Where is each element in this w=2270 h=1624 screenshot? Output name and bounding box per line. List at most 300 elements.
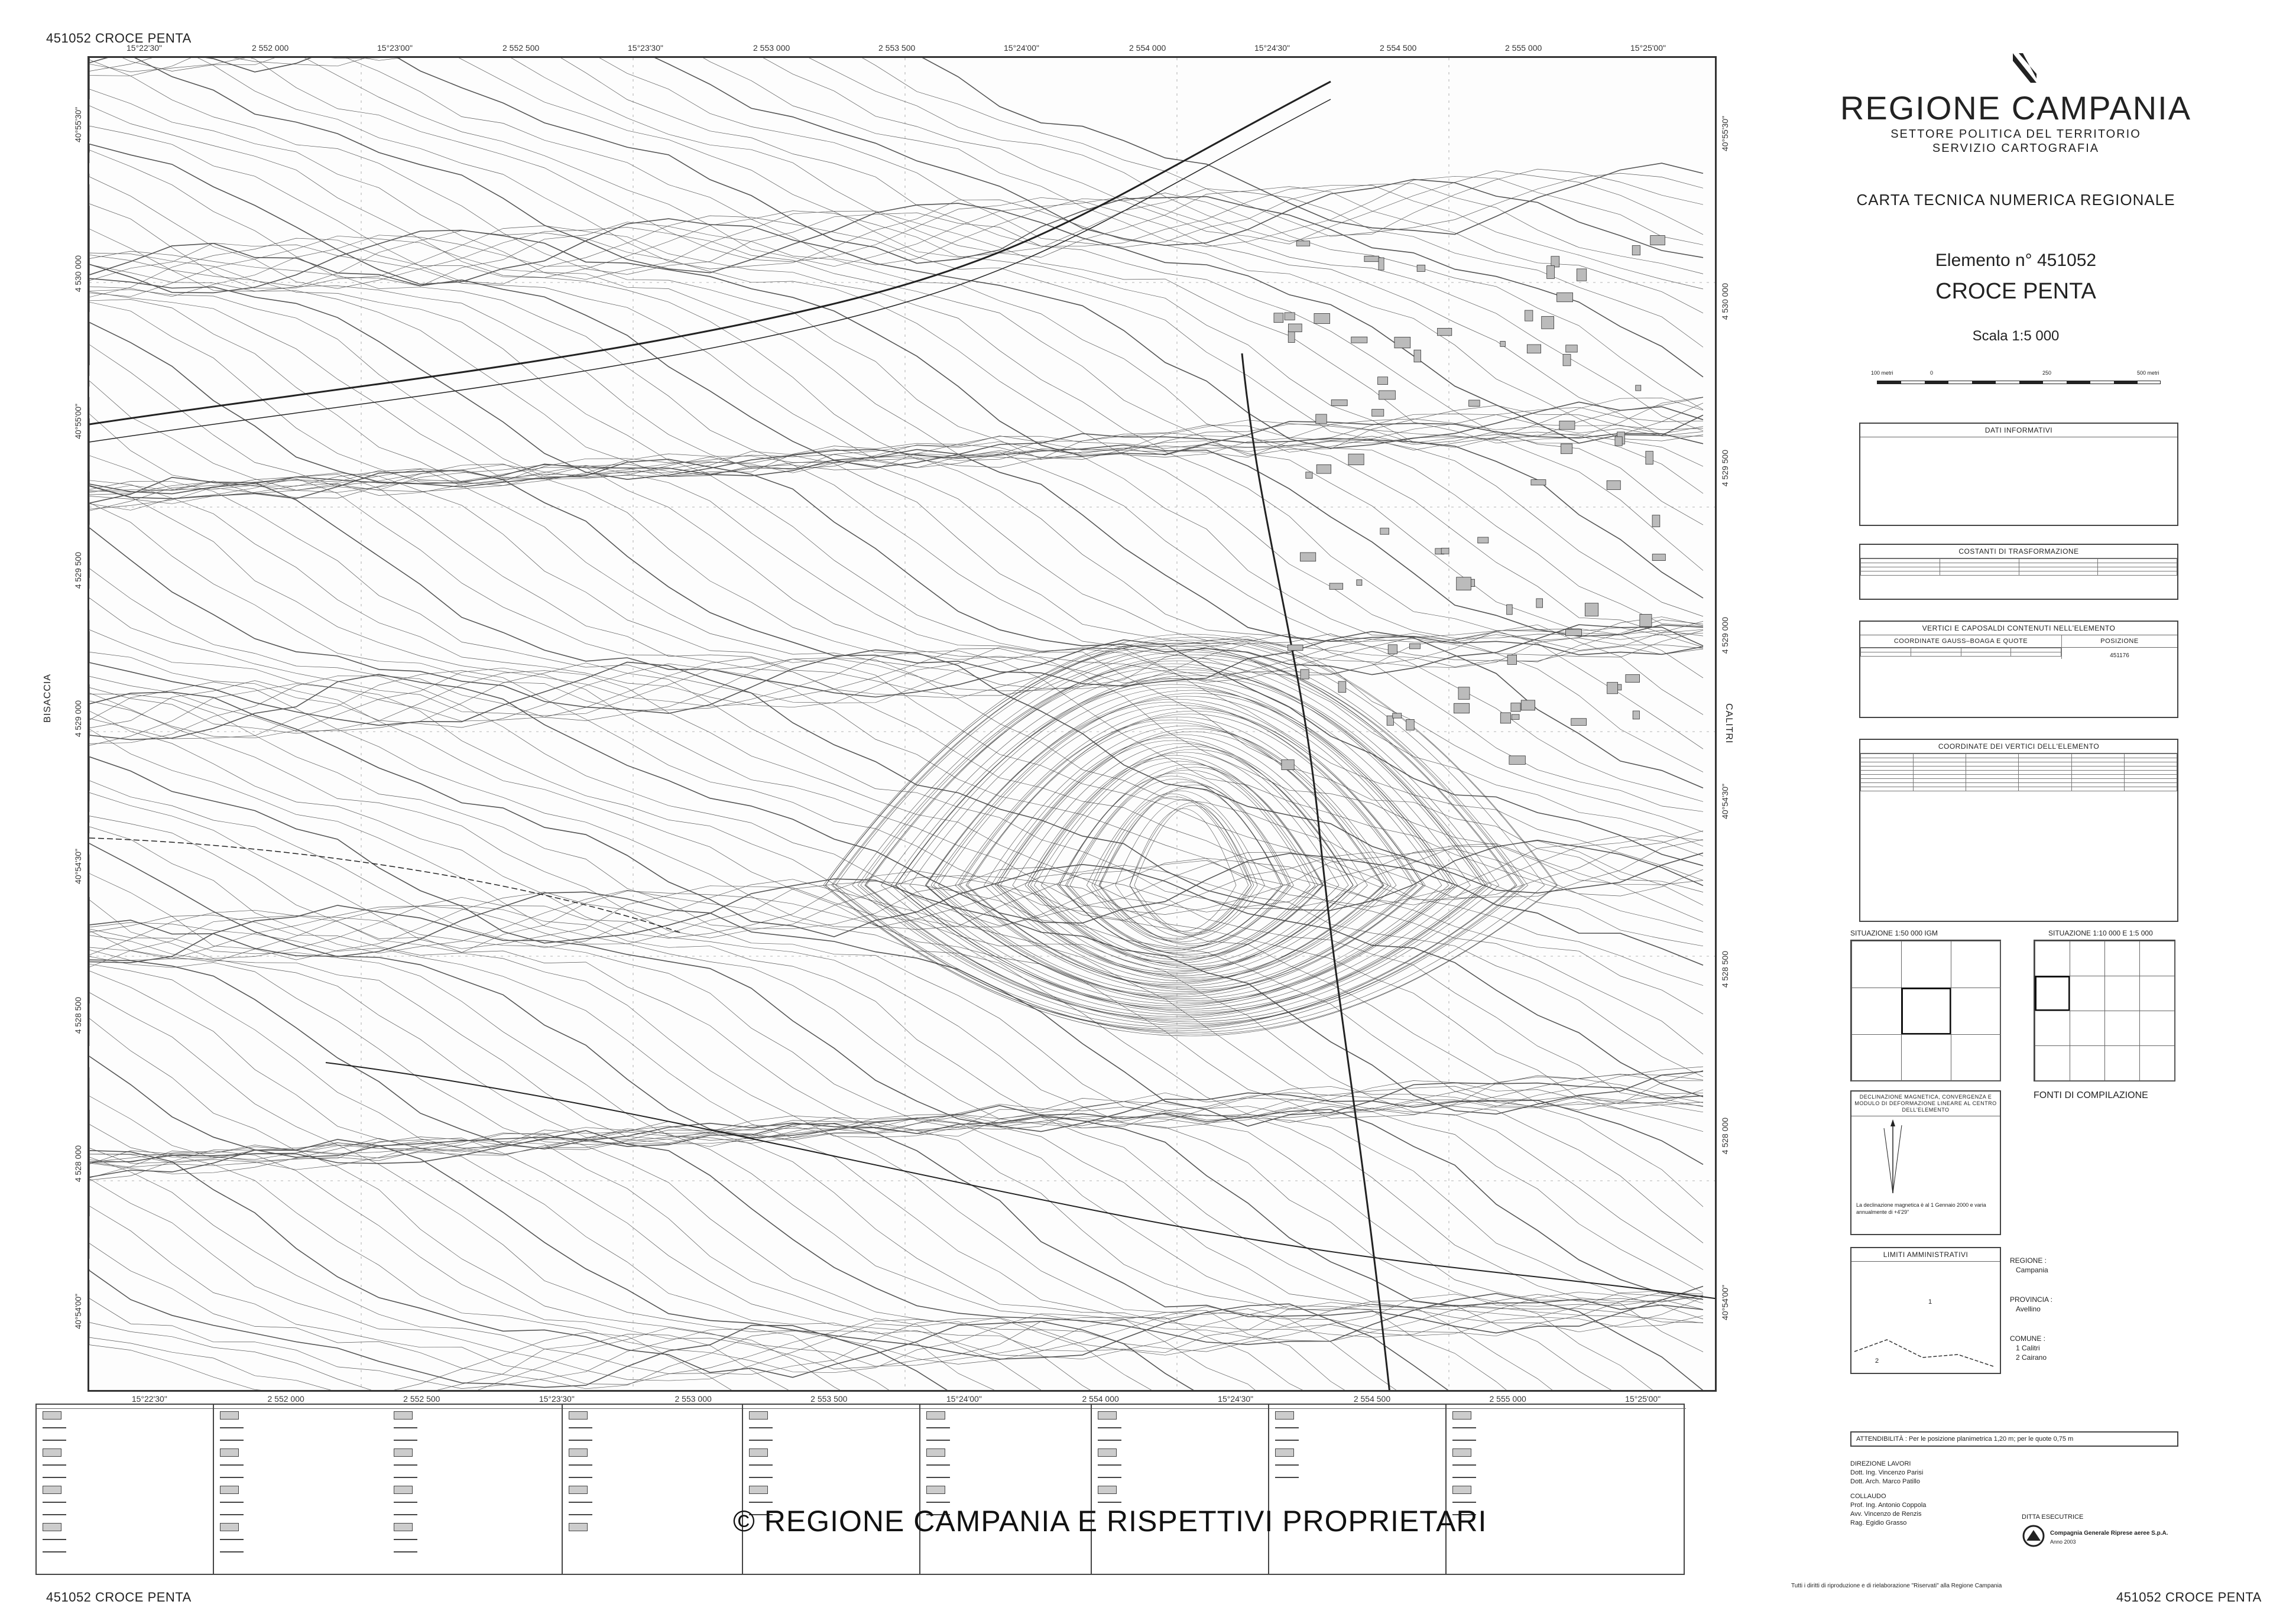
- coordinate-cell: [2019, 775, 2071, 779]
- contour-line: [89, 300, 1703, 648]
- vertici-subtitle: COORDINATE GAUSS–BOAGA E QUOTE: [1860, 635, 2061, 648]
- coordinate-cell: [2019, 783, 2071, 787]
- legend-symbol: [1098, 1477, 1121, 1478]
- coordinate-header-cell: [2019, 754, 2071, 758]
- coordinate-header-cell: [1914, 754, 1966, 758]
- legend-item: [563, 1483, 742, 1496]
- coordinate-cell: [2019, 762, 2071, 766]
- map-building: [1507, 655, 1516, 664]
- legend-symbol: [749, 1502, 773, 1503]
- legend-section-title: [1447, 1405, 1686, 1409]
- contour-line: [89, 58, 1703, 235]
- costanti-cell: [1861, 567, 1940, 571]
- legend-item: [37, 1533, 213, 1545]
- legend-symbol: [1098, 1464, 1121, 1466]
- legend-item: [214, 1508, 388, 1521]
- map-building: [1306, 472, 1312, 479]
- map-coordinate-label: 2 554 000: [1129, 43, 1166, 53]
- dati-row: [1860, 454, 2177, 456]
- legend-item: [388, 1483, 562, 1496]
- map-coordinate-label: 15°23'30": [628, 43, 663, 53]
- legend-symbol: [1098, 1486, 1117, 1494]
- contour-line: [89, 1179, 1703, 1392]
- costanti-table: [1860, 558, 2177, 576]
- coordinate-cell: [1861, 775, 1914, 779]
- vertici-header-cell: [1911, 648, 1961, 652]
- map-building: [1585, 603, 1598, 616]
- situazione50-cell: [1951, 1034, 2001, 1081]
- contour-line: [89, 238, 1703, 525]
- topographic-map[interactable]: [87, 56, 1717, 1392]
- legend-section-title: [1269, 1405, 1445, 1409]
- legend-symbol: [43, 1502, 66, 1503]
- contour-line: [89, 429, 1703, 678]
- costanti-title: COSTANTI DI TRASFORMAZIONE: [1860, 545, 2177, 558]
- legend-item: [920, 1421, 1091, 1434]
- map-building: [1288, 645, 1303, 650]
- legend-item: [1092, 1409, 1268, 1421]
- legend-section-title: [920, 1405, 1091, 1409]
- map-coordinate-label: 4 528 000: [73, 1145, 83, 1183]
- legend-item: [388, 1545, 562, 1558]
- map-building: [1338, 681, 1346, 692]
- contour-line: [89, 1138, 1703, 1392]
- map-building: [1331, 399, 1347, 405]
- legend-item: [920, 1483, 1091, 1496]
- contour-line: [89, 684, 1703, 1014]
- legend-item: [1447, 1446, 1686, 1459]
- contour-line: [89, 1099, 1703, 1352]
- scale-label: Scala 1:5 000: [1972, 328, 2060, 344]
- vertici-title: VERTICI E CAPOSALDI CONTENUTI NELL'ELEMENTO: [1860, 622, 2177, 635]
- map-coordinate-label: 15°22'30": [131, 1394, 167, 1404]
- map-building: [1314, 313, 1330, 323]
- map-building: [1417, 265, 1425, 271]
- situazione10-cell: [2035, 1011, 2070, 1046]
- legend-symbol: [394, 1477, 417, 1478]
- legend-item: [920, 1446, 1091, 1459]
- legend-symbol: [43, 1448, 61, 1457]
- sheet-corner-label-top: 451052 CROCE PENTA: [46, 31, 192, 46]
- legend-symbol: [43, 1411, 61, 1420]
- legend-item: [37, 1471, 213, 1483]
- map-coordinate-label: 40°54'00": [1720, 1284, 1730, 1320]
- legend-item: [563, 1409, 742, 1421]
- costanti-header-cell: [1861, 559, 1940, 563]
- map-building: [1565, 629, 1581, 636]
- contour-line: [89, 1301, 1703, 1392]
- coordinate-cell: [2019, 787, 2071, 791]
- situazione10-cell: [2104, 941, 2140, 976]
- legend-item: [388, 1434, 562, 1446]
- map-coordinate-label: 2 553 500: [878, 43, 916, 53]
- contour-line: [89, 144, 1703, 449]
- situazione50-cell: [1851, 988, 1902, 1035]
- regione-label: REGIONE :: [2010, 1256, 2047, 1265]
- coordinate-cell: [2124, 783, 2177, 787]
- contour-line: [89, 827, 1703, 1123]
- legend-item: [1092, 1471, 1268, 1483]
- legend-symbol: [926, 1502, 950, 1503]
- map-building: [1640, 614, 1652, 626]
- map-building: [1274, 313, 1283, 323]
- coordinate-title: COORDINATE DEI VERTICI DELL'ELEMENTO: [1860, 740, 2177, 753]
- map-building: [1372, 410, 1384, 417]
- region-title: REGIONE CAMPANIA: [1840, 89, 2192, 126]
- contour-line: [89, 569, 1703, 898]
- situazione50-grid: [1850, 940, 2001, 1081]
- coordinate-cell: [2124, 775, 2177, 779]
- map-building: [1348, 454, 1364, 465]
- map-building: [1414, 350, 1421, 362]
- coordinate-cell: [2124, 771, 2177, 775]
- legend-symbol: [749, 1440, 773, 1441]
- map-coordinate-label: 2 552 500: [403, 1394, 440, 1404]
- legend-item: [388, 1508, 562, 1521]
- map-coordinate-label: 2 554 500: [1380, 43, 1417, 53]
- legend-item: [37, 1409, 213, 1421]
- situazione10-cell: [2139, 1011, 2175, 1046]
- legend-symbol: [394, 1411, 413, 1420]
- map-building: [1626, 674, 1640, 682]
- situazione10-cell: [2139, 1045, 2175, 1081]
- title-block: [1838, 89, 2193, 345]
- copyright-notice: © REGIONE CAMPANIA E RISPETTIVI PROPRIETARI: [733, 1505, 1487, 1538]
- map-building: [1285, 313, 1295, 320]
- comune-value-2: 2 Cairano: [2016, 1353, 2047, 1362]
- map-coordinate-label: 15°24'30": [1254, 43, 1290, 53]
- contour-line: [89, 692, 1703, 1097]
- legend-section: [743, 1405, 920, 1574]
- legend-symbol: [749, 1427, 773, 1428]
- map-coordinate-label: 40°55'30": [73, 106, 83, 142]
- legend-symbol: [1452, 1411, 1471, 1420]
- legend-item: [388, 1421, 562, 1434]
- contour-line: [89, 174, 1703, 456]
- map-building: [1652, 515, 1660, 527]
- legend-item: [563, 1521, 742, 1533]
- credits-left: [1850, 1460, 1926, 1528]
- map-coordinate-label: 4 528 500: [1720, 950, 1730, 988]
- contour-line: [89, 58, 1703, 258]
- map-building: [1557, 293, 1573, 301]
- coordinate-cell: [1861, 779, 1914, 783]
- legend-item: [214, 1446, 388, 1459]
- legend-symbol: [926, 1440, 950, 1441]
- map-building: [1289, 324, 1302, 332]
- legend-item: [388, 1471, 562, 1483]
- ditta-sub: Anno 2003: [2050, 1538, 2076, 1545]
- legend-symbol: [1452, 1427, 1476, 1428]
- legend-symbol: [569, 1427, 592, 1428]
- legend-section-title: [214, 1405, 562, 1409]
- contour-line: [89, 781, 1703, 1115]
- costanti-header-cell: [2098, 559, 2177, 563]
- legend-symbol: [220, 1427, 244, 1428]
- limiti-info: [2010, 1256, 2052, 1362]
- situazione50-cell: [1851, 941, 1902, 988]
- limiti-mark-1: 1: [1928, 1298, 1932, 1305]
- map-coordinate-label: 4 530 000: [73, 255, 83, 292]
- map-coordinate-label: 40°54'00": [73, 1294, 83, 1330]
- contour-line: [832, 640, 1545, 1032]
- contour-line: [89, 694, 1703, 1107]
- legend-section: [214, 1405, 563, 1574]
- legend-item: [214, 1434, 388, 1446]
- contour-line: [89, 915, 1703, 1270]
- coordinate-cell: [2019, 758, 2071, 762]
- situazione50-cell: [1951, 941, 2001, 988]
- legend-symbol: [1452, 1477, 1476, 1478]
- legend-item: [1447, 1483, 1686, 1496]
- coordinate-cell: [1914, 758, 1966, 762]
- map-building: [1559, 421, 1575, 429]
- vertici-cell: [2011, 652, 2061, 657]
- legend-symbol: [926, 1411, 945, 1420]
- map-building: [1329, 583, 1343, 589]
- coordinate-cell: [1966, 758, 2019, 762]
- collaudo-label: COLLAUDO: [1850, 1493, 1886, 1500]
- legend-item: [743, 1471, 919, 1483]
- coordinate-cell: [2071, 775, 2124, 779]
- coordinate-table: [1860, 753, 2177, 791]
- coordinate-cell: [1914, 771, 1966, 775]
- legend-item: [563, 1434, 742, 1446]
- dati-informativi-rows: [1860, 437, 2177, 456]
- map-building: [1409, 644, 1420, 649]
- legend-item: [743, 1446, 919, 1459]
- map-right-edge-name: CALITRI: [1724, 703, 1734, 744]
- costanti-cell: [2019, 567, 2098, 571]
- legend-section: [563, 1405, 743, 1574]
- coordinate-cell: [1914, 787, 1966, 791]
- coordinate-cell: [2124, 762, 2177, 766]
- map-coordinate-label: 15°24'00": [1004, 43, 1039, 53]
- legend-symbol: [220, 1502, 244, 1503]
- map-building: [1525, 310, 1533, 321]
- map-coordinate-label: 2 554 500: [1353, 1394, 1391, 1404]
- scale-tick-label: 250: [2042, 370, 2052, 376]
- legend-symbol: [1275, 1464, 1299, 1466]
- coordinate-cell: [1966, 787, 2019, 791]
- coordinate-cell: [1861, 771, 1914, 775]
- legend-item: [388, 1533, 562, 1545]
- map-building: [1380, 528, 1389, 535]
- costanti-cell: [2098, 563, 2177, 567]
- element-number: Elemento n° 451052: [1935, 251, 2097, 270]
- legend-symbol: [569, 1464, 592, 1466]
- coordinate-cell: [2124, 758, 2177, 762]
- coordinate-cell: [1861, 783, 1914, 787]
- vertici-header-cell: [1961, 648, 2011, 652]
- legend-item: [1269, 1471, 1445, 1483]
- legend-section: [37, 1405, 214, 1574]
- legend-item: [214, 1483, 388, 1496]
- legend-item: [1269, 1459, 1445, 1471]
- map-coordinate-label: 2 553 000: [674, 1394, 712, 1404]
- contour-line: [89, 184, 1703, 457]
- map-coordinate-label: 4 529 500: [1720, 450, 1730, 487]
- map-coordinate-label: 2 555 000: [1489, 1394, 1526, 1404]
- map-building: [1406, 719, 1415, 730]
- legend-item: [214, 1459, 388, 1471]
- track-line: [89, 838, 680, 933]
- legend-symbol: [220, 1440, 244, 1441]
- declinazione-note: La declinazione magnetica è al 1 Gennaio 2000 e varia annualmente di +4'29": [1856, 1202, 1986, 1215]
- legend-symbol: [1098, 1502, 1121, 1503]
- map-building: [1393, 713, 1402, 718]
- contour-line: [89, 243, 1703, 570]
- legend-item: [920, 1409, 1091, 1421]
- declinazione-title: DECLINAZIONE MAGNETICA, CONVERGENZA E MODULO DI DEFORMAZIONE LINEARE AL CENTRO DELL'ELEMENTO: [1851, 1092, 2000, 1116]
- legend-symbol: [569, 1411, 588, 1420]
- legend-item: [214, 1471, 388, 1483]
- legend-symbol: [1275, 1427, 1299, 1428]
- map-building: [1531, 480, 1546, 485]
- legend-symbol: [1452, 1464, 1476, 1466]
- legend-symbol: [749, 1486, 768, 1494]
- contour-line: [89, 1089, 1703, 1337]
- direzione-label: DIREZIONE LAVORI: [1850, 1460, 1911, 1467]
- coordinate-cell: [1861, 766, 1914, 771]
- legend-symbol: [220, 1551, 244, 1552]
- coordinate-cell: [2019, 771, 2071, 775]
- legend-symbol: [749, 1448, 768, 1457]
- limiti-mark-2: 2: [1875, 1357, 1879, 1365]
- limiti-map: [1851, 1263, 1999, 1369]
- map-coordinate-label: 2 552 000: [267, 1394, 304, 1404]
- contour-line: [89, 58, 1703, 244]
- map-building: [1636, 385, 1641, 391]
- legend-item: [1269, 1446, 1445, 1459]
- contour-line: [1059, 773, 1293, 953]
- legend-symbol: [926, 1486, 945, 1494]
- map-building: [1566, 345, 1578, 352]
- contour-line: [1025, 755, 1323, 963]
- legend-symbol: [220, 1486, 239, 1494]
- map-coordinate-label: 15°25'00": [1625, 1394, 1661, 1404]
- legend-item: [388, 1446, 562, 1459]
- legend-item: [920, 1434, 1091, 1446]
- contour-line: [1030, 752, 1339, 965]
- vertici-panel: [1859, 621, 2178, 718]
- map-building: [1633, 711, 1639, 719]
- legend-item: [37, 1508, 213, 1521]
- legend-item: [563, 1446, 742, 1459]
- legend-section: [920, 1405, 1092, 1574]
- legend-item: [37, 1421, 213, 1434]
- map-coordinate-label: 2 552 000: [252, 43, 289, 53]
- situazione50-cell: [1901, 988, 1951, 1035]
- legend-item: [1092, 1459, 1268, 1471]
- legend-item: [37, 1459, 213, 1471]
- legend-item: [920, 1471, 1091, 1483]
- legend-section: [1269, 1405, 1447, 1574]
- coordinate-cell: [1914, 766, 1966, 771]
- legend-item: [214, 1533, 388, 1545]
- contour-line: [89, 469, 1703, 801]
- coordinate-cell: [1966, 762, 2019, 766]
- situazione10-cell: [2070, 1011, 2105, 1046]
- ditta-logo-icon: [2022, 1524, 2045, 1551]
- legend-item: [563, 1508, 742, 1521]
- legend-symbol: [220, 1539, 244, 1540]
- map-building: [1615, 437, 1622, 446]
- credits-right: [2022, 1513, 2181, 1551]
- legend-symbol: [569, 1514, 592, 1515]
- map-coordinate-label: 2 554 000: [1082, 1394, 1119, 1404]
- costanti-cell: [1940, 571, 2019, 576]
- contour-line: [89, 910, 1703, 1243]
- carta-title: CARTA TECNICA NUMERICA REGIONALE: [1856, 191, 2175, 209]
- legend-item: [1447, 1421, 1686, 1434]
- legend-symbol: [43, 1477, 66, 1478]
- legend-symbol: [926, 1477, 950, 1478]
- road-line: [1242, 353, 1390, 1392]
- vertici-cell: [1911, 652, 1961, 657]
- map-coordinate-label: 4 529 000: [73, 700, 83, 738]
- situazione10-cell: [2070, 941, 2105, 976]
- map-building: [1607, 480, 1620, 489]
- contour-line: [89, 480, 1703, 892]
- legend-item: [1092, 1434, 1268, 1446]
- contour-line: [89, 381, 1703, 661]
- situazione10-cell: [2035, 941, 2070, 976]
- contour-line: [89, 681, 1703, 1054]
- situazione50-cell: [1901, 1034, 1951, 1081]
- contour-line: [89, 960, 1703, 1310]
- map-building: [1561, 444, 1572, 454]
- map-building: [1379, 258, 1384, 270]
- map-building: [1282, 760, 1294, 770]
- coordinate-header-cell: [2071, 754, 2124, 758]
- legend-symbol: [569, 1448, 588, 1457]
- legend-symbol: [394, 1514, 417, 1515]
- legend-item: [37, 1434, 213, 1446]
- legend-symbol: [394, 1551, 417, 1552]
- situazione10-cell: [2139, 941, 2175, 976]
- contour-line: [931, 696, 1442, 999]
- legend-item: [214, 1496, 388, 1508]
- legend-item: [1092, 1446, 1268, 1459]
- legend-symbol: [1275, 1477, 1299, 1478]
- costanti-cell: [2019, 563, 2098, 567]
- map-building: [1454, 703, 1469, 713]
- legend-symbol: [220, 1448, 239, 1457]
- map-coordinate-label: 40°55'30": [1720, 116, 1730, 152]
- coordinate-cell: [1966, 775, 2019, 779]
- legend-symbol: [43, 1427, 66, 1428]
- contour-line: [89, 642, 1703, 909]
- scale-bar: [1871, 370, 2161, 390]
- legend-section-title: [37, 1405, 213, 1409]
- legend-item: [1447, 1434, 1686, 1446]
- map-building: [1379, 391, 1396, 399]
- legend-symbol: [926, 1448, 945, 1457]
- legend-symbol: [43, 1440, 66, 1441]
- map-building: [1301, 670, 1309, 679]
- map-coordinate-label: 2 553 500: [810, 1394, 848, 1404]
- legend-item: [920, 1459, 1091, 1471]
- contour-line: [89, 610, 1703, 905]
- map-building: [1500, 341, 1506, 346]
- scale-tick-label: 100 metri: [1871, 370, 1893, 376]
- map-building: [1458, 687, 1470, 700]
- situazione10-cell: [2070, 1045, 2105, 1081]
- legend-item: [1447, 1459, 1686, 1471]
- legend-symbol: [394, 1486, 413, 1494]
- contour-line: [89, 897, 1703, 1164]
